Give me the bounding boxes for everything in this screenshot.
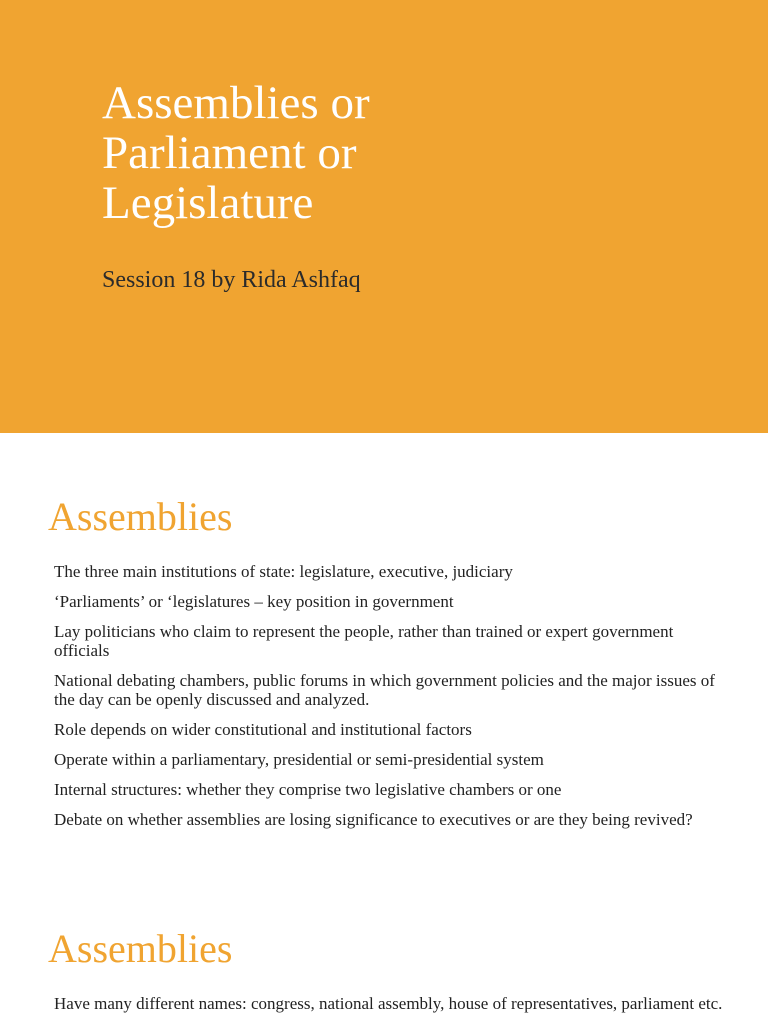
bullet-list — [54, 562, 724, 840]
presentation-title — [102, 78, 702, 228]
content-slide-assemblies-names — [0, 880, 768, 1024]
list-item: Have many different names: congress, national assembly, house of representatives, parliament etc. — [54, 994, 723, 1013]
content-slide-assemblies — [0, 433, 768, 880]
list-item: Lay politicians who claim to represent the people, rather than trained or expert government officials — [54, 622, 674, 660]
title-line: Legislature — [102, 177, 314, 229]
slide-heading: Assemblies — [48, 926, 233, 971]
list-item: Role depends on wider constitutional and institutional factors — [54, 720, 472, 739]
presentation-subtitle: Session 18 by Rida Ashfaq — [102, 267, 361, 293]
list-item: ‘Parliaments’ or ‘legislatures – key position in government — [54, 592, 454, 611]
list-item: Operate within a parliamentary, presidential or semi-presidential system — [54, 750, 544, 769]
slide-heading: Assemblies — [48, 494, 233, 539]
bullet-list — [54, 994, 724, 1024]
list-item: Internal structures: whether they comprise two legislative chambers or one — [54, 780, 562, 799]
title-line: Parliament or — [102, 127, 357, 179]
list-item: The three main institutions of state: legislature, executive, judiciary — [54, 562, 513, 581]
title-slide — [0, 0, 768, 433]
list-item: National debating chambers, public forums in which government policies and the major issues of the day can be openly discussed and analyzed. — [54, 671, 715, 709]
title-line: Assemblies or — [102, 77, 370, 129]
list-item: Debate on whether assemblies are losing significance to executives or are they being revived? — [54, 810, 693, 829]
